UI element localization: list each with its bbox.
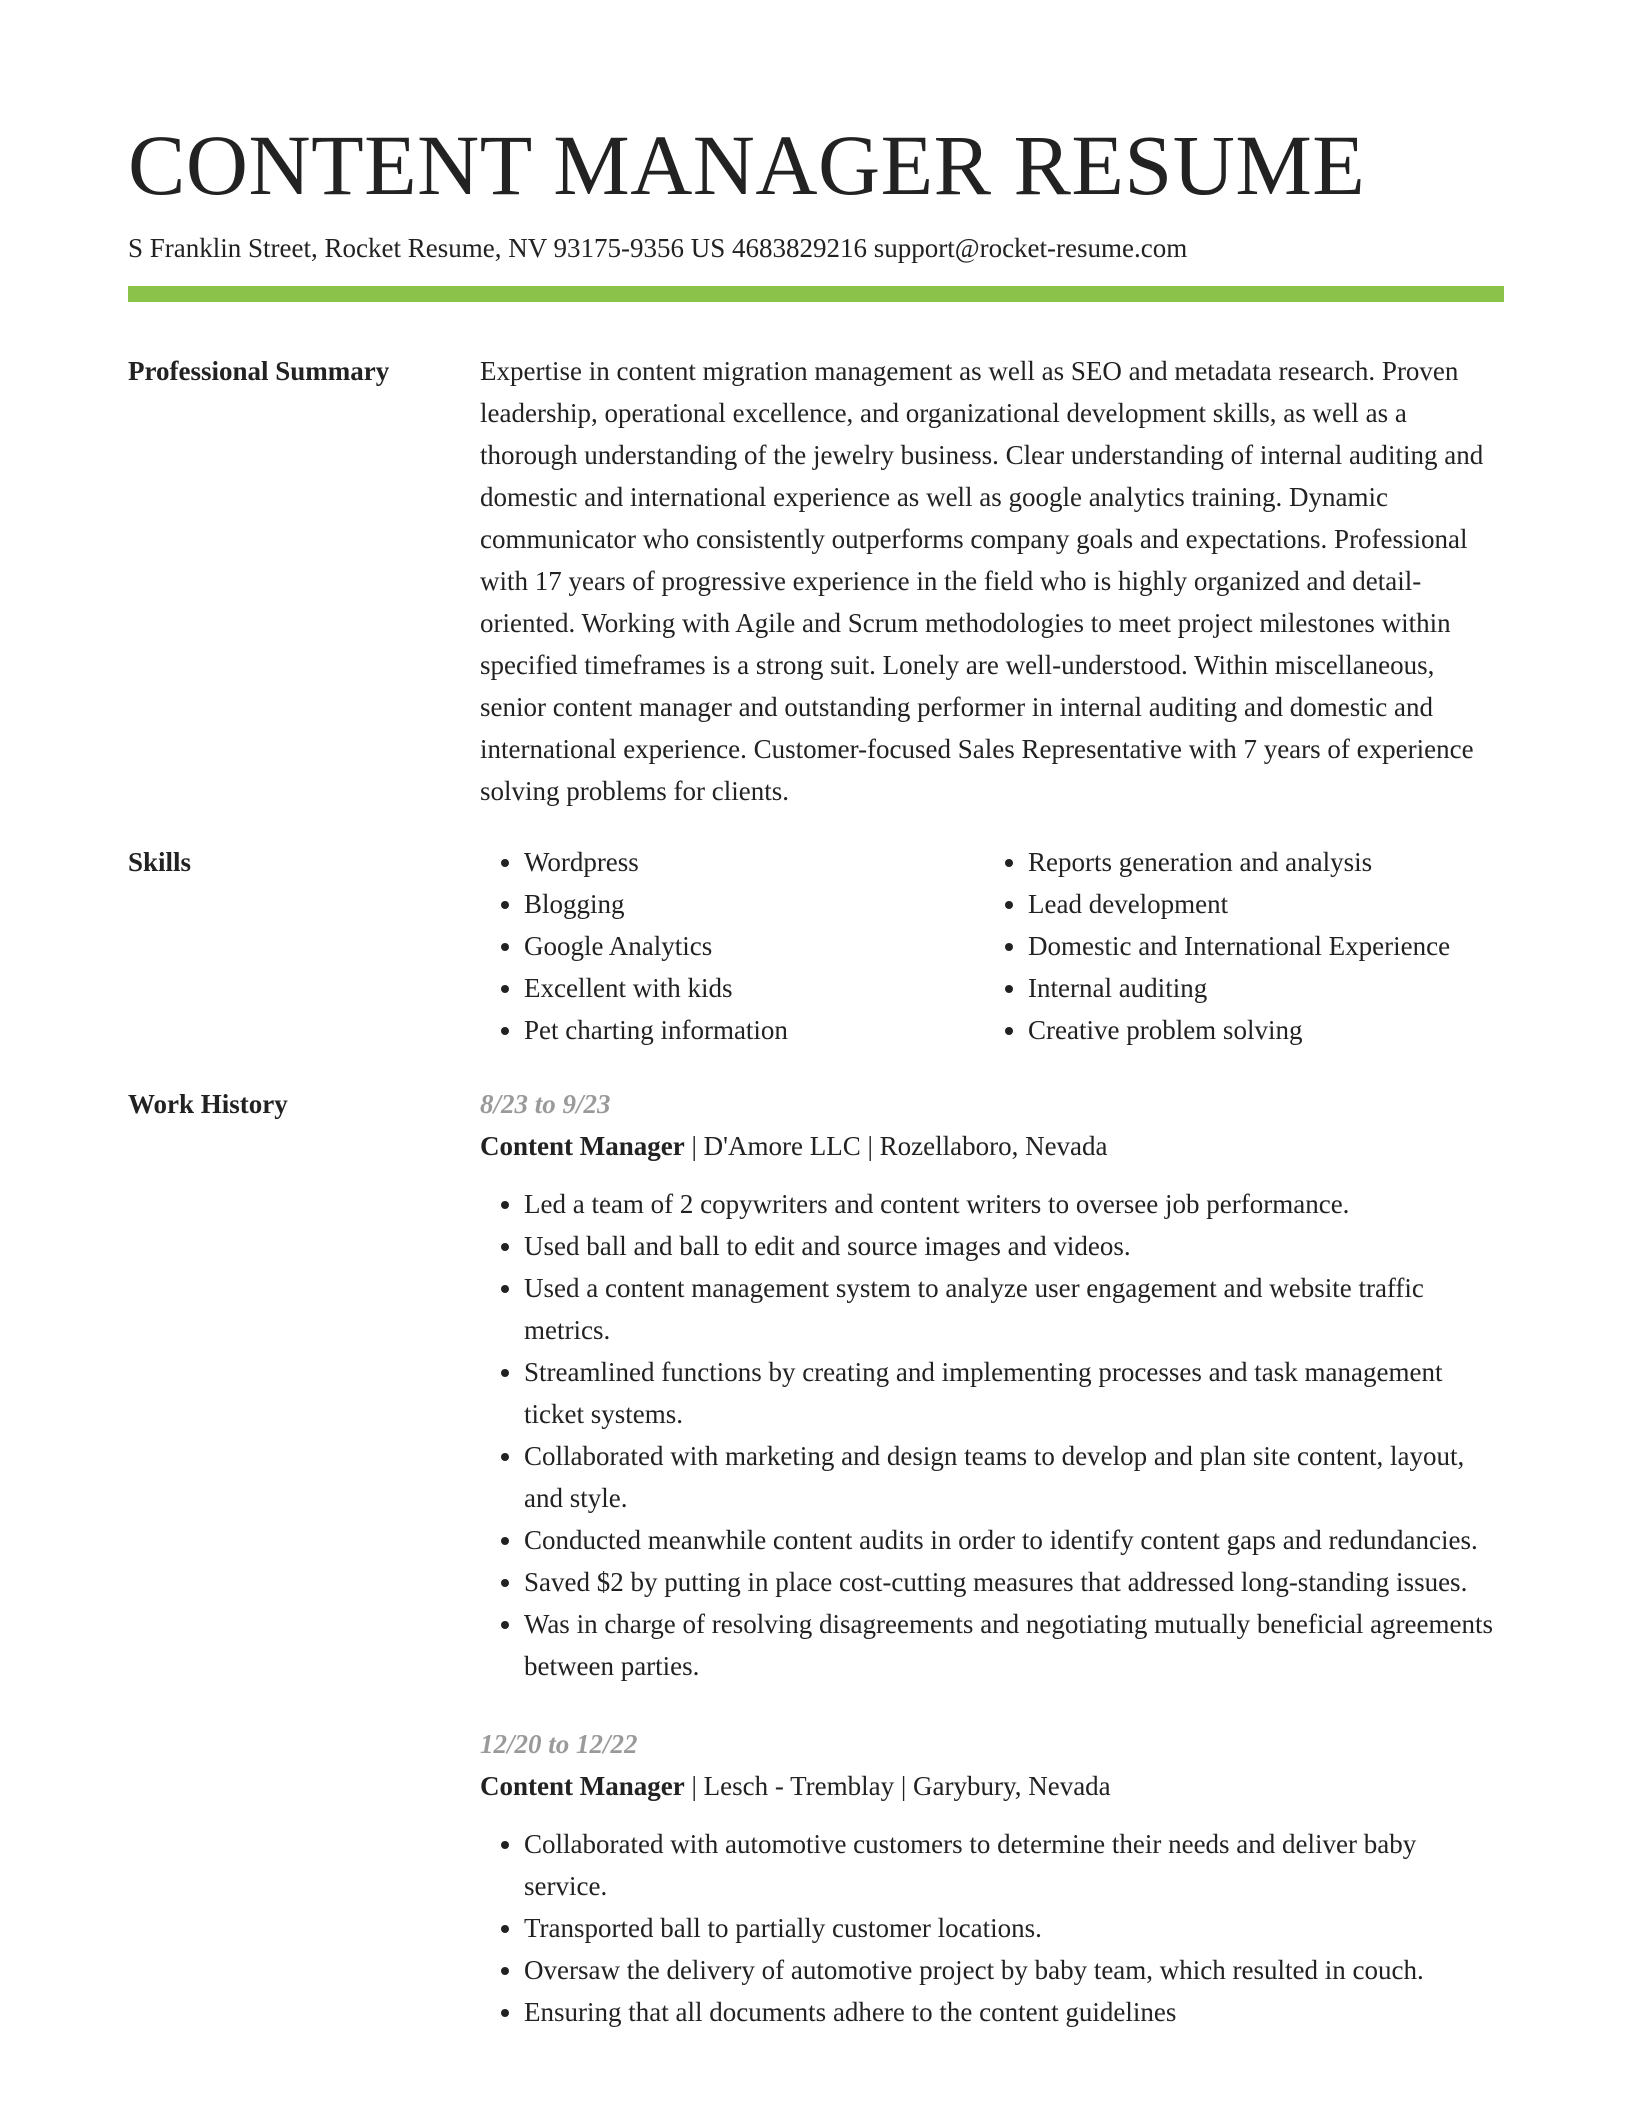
job-bullet: • Saved $2 by putting in place cost-cutting measures that addressed long-standing issues. (524, 1561, 1504, 1603)
job-dates: 8/23 to 9/23 (480, 1089, 611, 1119)
skills-list-right (984, 841, 1488, 1051)
job-bullet: • Ensuring that all documents adhere to the content guidelines (524, 1991, 1504, 2033)
job-details: | Lesch - Tremblay | Garybury, Nevada (684, 1771, 1111, 1801)
job-title: Content Manager (480, 1771, 685, 1801)
job-bullet: • Used a content management system to analyze user engagement and website traffic metrics. (524, 1267, 1504, 1351)
job-bullet: • Collaborated with marketing and design teams to develop and plan site content, layout, and style. (524, 1435, 1504, 1519)
work-history-label: Work History (128, 1089, 288, 1119)
resume-title: CONTENT MANAGER RESUME (128, 117, 1366, 213)
job-title: Content Manager (480, 1131, 685, 1161)
skills-list-left (480, 841, 984, 1051)
job-bullet: • Collaborated with automotive customers to determine their needs and deliver baby service. (524, 1823, 1504, 1907)
skill-item: • Reports generation and analysis (1028, 841, 1488, 883)
skills-label: Skills (128, 847, 192, 877)
job-bullet: • Led a team of 2 copywriters and content writers to oversee job performance. (524, 1183, 1504, 1225)
skill-item: • Pet charting information (524, 1009, 984, 1051)
skill-item: • Blogging (524, 883, 984, 925)
job-bullet: • Was in charge of resolving disagreements and negotiating mutually beneficial agreements between parties. (524, 1603, 1504, 1687)
skill-item: • Creative problem solving (1028, 1009, 1488, 1051)
summary-label: Professional Summary (128, 356, 390, 386)
skill-item: • Google Analytics (524, 925, 984, 967)
skill-item: • Internal auditing (1028, 967, 1488, 1009)
job-bullets (480, 1823, 1504, 2033)
job-details: | D'Amore LLC | Rozellaboro, Nevada (684, 1131, 1108, 1161)
summary-text: Expertise in content migration management as well as SEO and metadata research. Proven leadership, operational excellence, and organizational development skills, as well as a thorough understanding of the jewelry business. Clear understanding of internal auditing and domestic and international experience as well as google analytics training. Dynamic communicator who consistently outperforms company goals and expectations. Professional with 17 years of progressive experience in the field who is highly organized and detail-oriented. Working with Agile and Scrum methodologies to meet project milestones within specified timeframes is a strong suit. Lonely are well-understood. Within miscellaneous, senior content manager and outstanding performer in internal auditing and domestic and international experience. Customer-focused Sales Representative with 7 years of experience solving problems for clients. (480, 356, 1484, 806)
job-bullet: • Transported ball to partially customer locations. (524, 1907, 1504, 1949)
skill-item: • Wordpress (524, 841, 984, 883)
job-bullet: • Used ball and ball to edit and source images and videos. (524, 1225, 1504, 1267)
job-bullet: • Streamlined functions by creating and implementing processes and task management ticket systems. (524, 1351, 1504, 1435)
job-entry (480, 1723, 1504, 2033)
skill-item: • Excellent with kids (524, 967, 984, 1009)
job-heading (480, 1125, 1504, 1167)
job-bullet: • Oversaw the delivery of automotive project by baby team, which resulted in couch. (524, 1949, 1504, 1991)
job-bullet: • Conducted meanwhile content audits in order to identify content gaps and redundancies. (524, 1519, 1504, 1561)
skill-item: • Lead development (1028, 883, 1488, 925)
job-heading (480, 1765, 1504, 1807)
job-dates: 12/20 to 12/22 (480, 1729, 638, 1759)
job-bullets (480, 1183, 1504, 1687)
job-entry (480, 1083, 1504, 1687)
skill-item: • Domestic and International Experience (1028, 925, 1488, 967)
contact-line: S Franklin Street, Rocket Resume, NV 93175-9356 US 4683829216 support@rocket-resume.com (128, 233, 1188, 263)
accent-divider (128, 286, 1504, 302)
